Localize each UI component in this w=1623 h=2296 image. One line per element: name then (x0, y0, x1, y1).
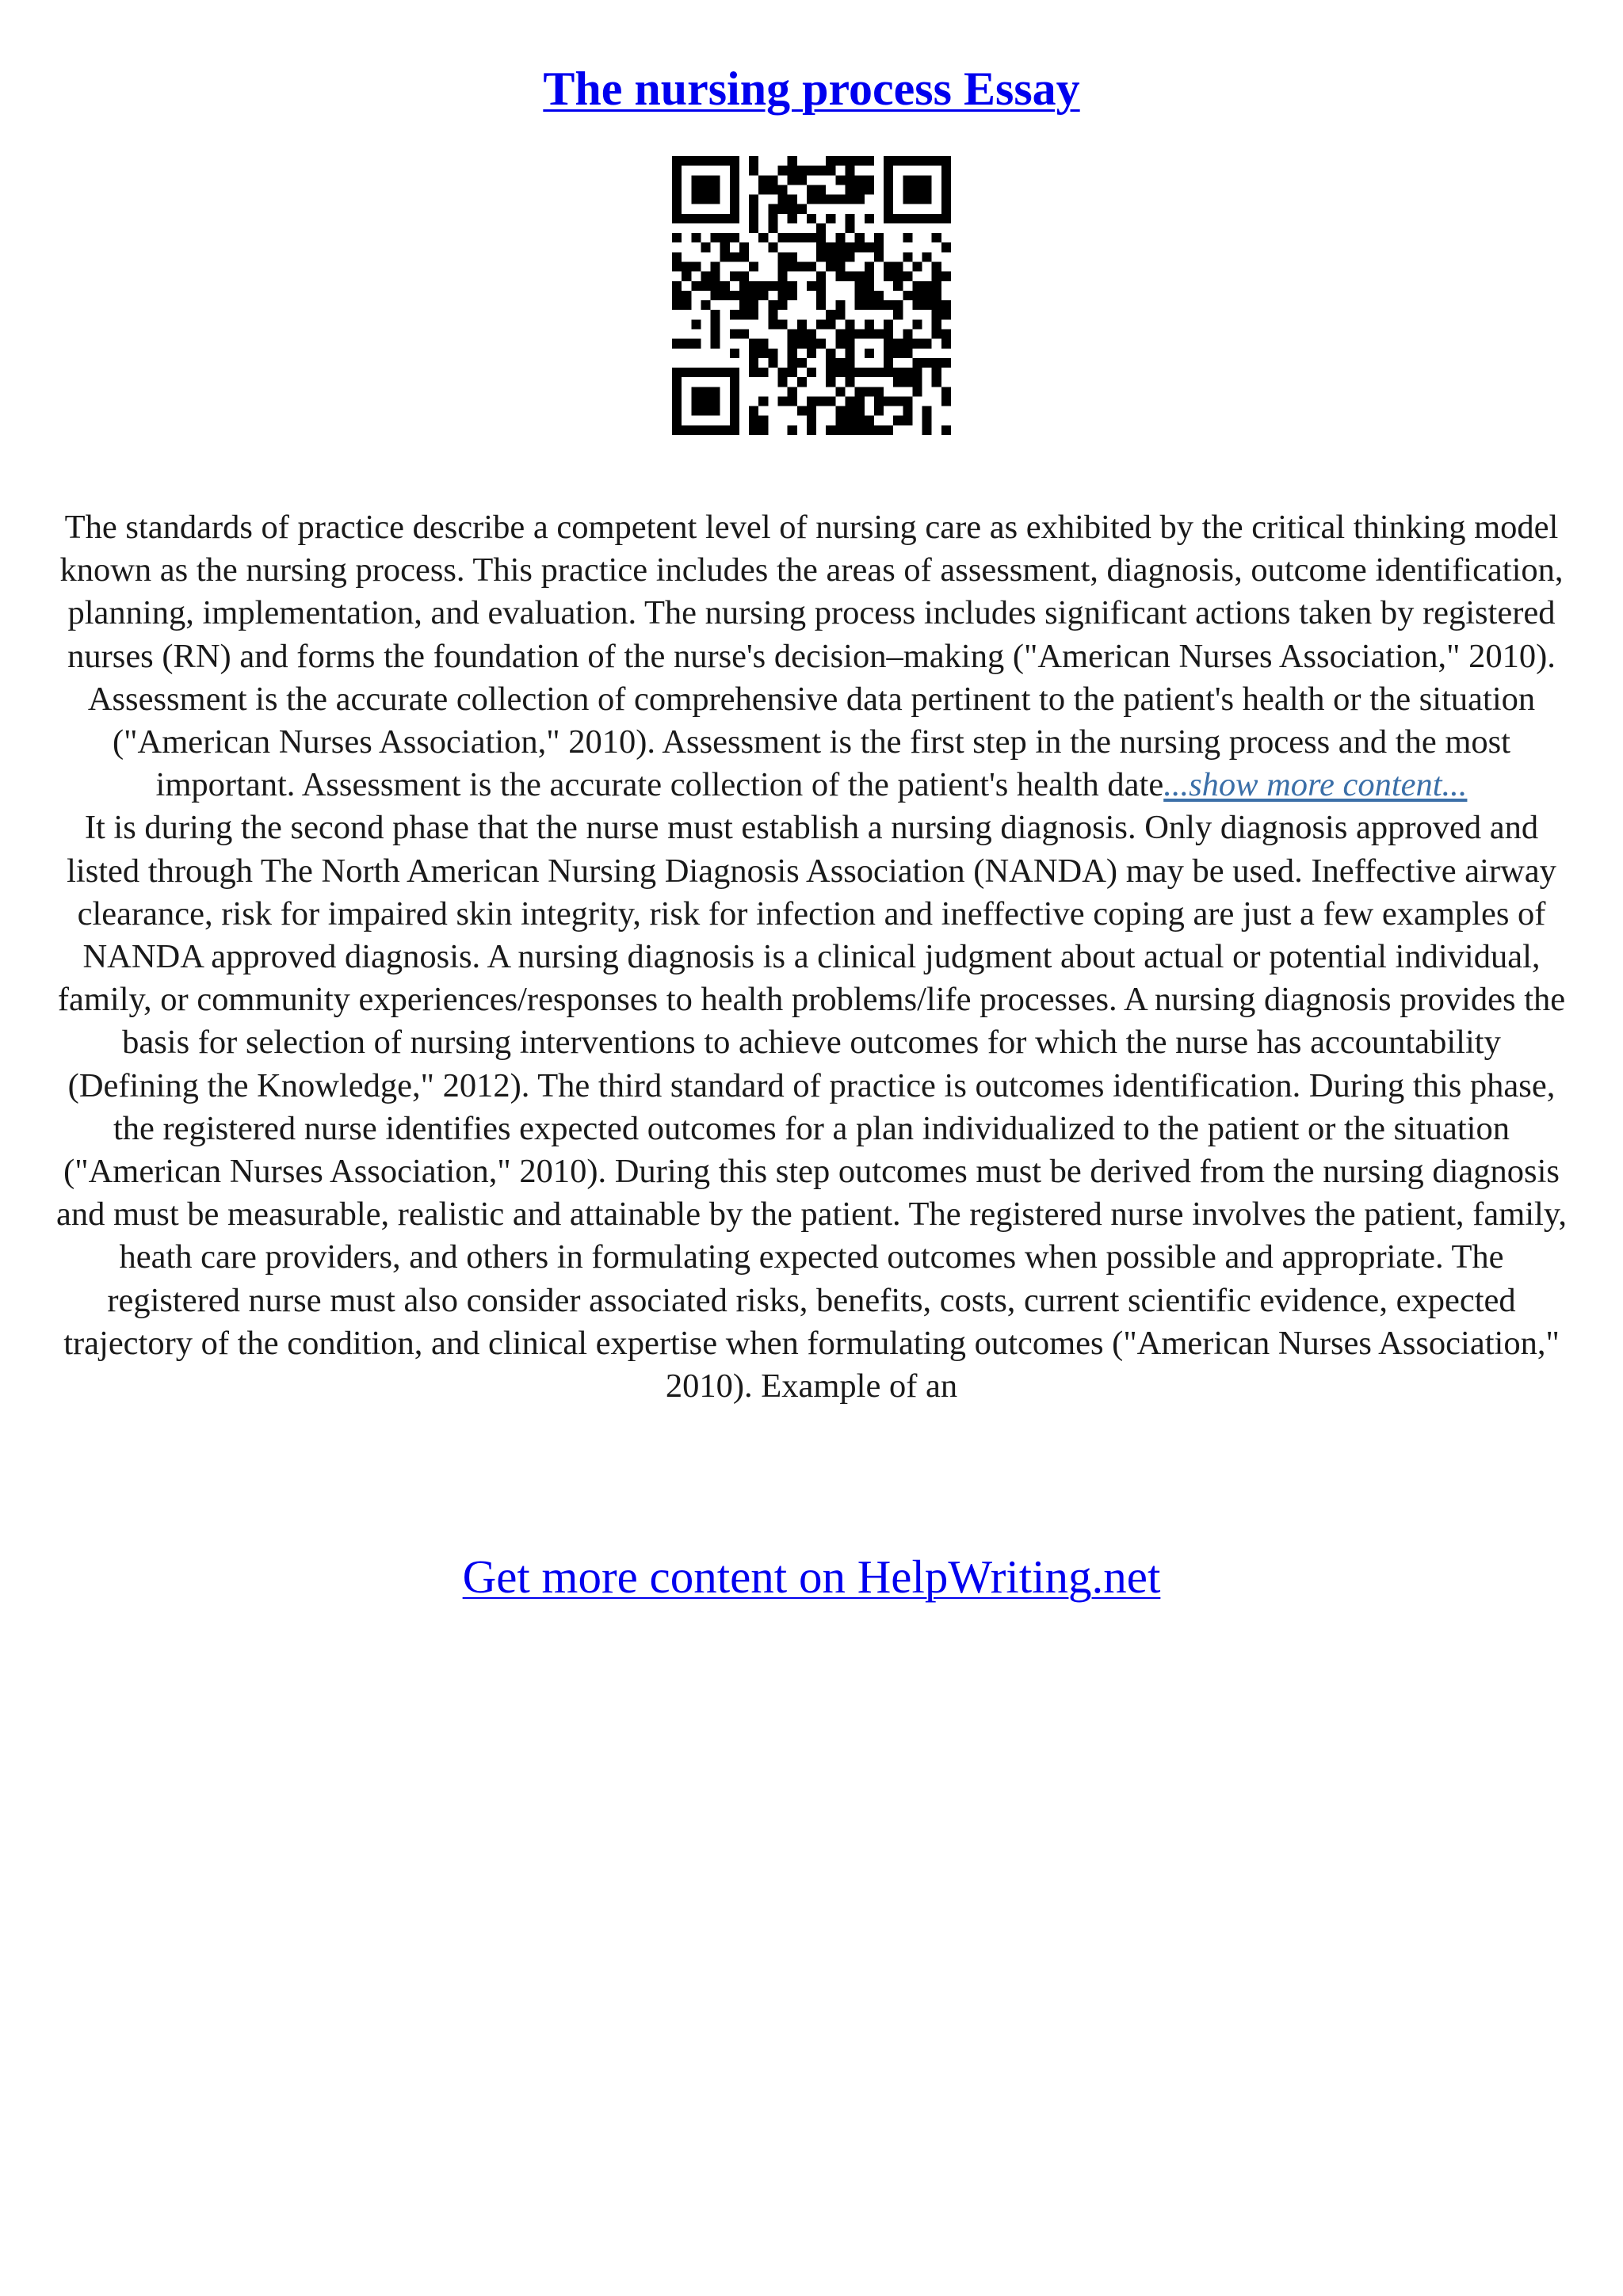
paragraph-1 (55, 506, 1568, 807)
footer (0, 1547, 1623, 1607)
get-more-content-link[interactable]: Get more content on HelpWriting.net (462, 1550, 1161, 1603)
qr-code-icon (672, 156, 951, 435)
title-link[interactable]: The nursing process Essay (543, 63, 1080, 115)
essay-excerpt (55, 506, 1568, 1408)
page-title (0, 57, 1623, 120)
show-more-link[interactable]: ...show more content... (1163, 766, 1468, 804)
paragraph-2: It is during the second phase that the nurse must establish a nursing diagnosis. Only diagnosis approved and listed through The North American Nursing Diagnosis Association (NANDA) may be used. Ineffective airway clearance, risk for impaired skin integrity, risk for infection and ineffective coping are just a few examples of NANDA approved diagnosis. A nursing diagnosis is a clinical judgment about actual or potential individual, family, or community experiences/responses to health problems/life processes. A nursing diagnosis provides the basis for selection of nursing interventions to achieve outcomes for which the nurse has accountability (Defining the Knowledge," 2012). The third standard of practice is outcomes identification. During this phase, the registered nurse identifies expected outcomes for a plan individualized to the patient or the situation ("American Nurses Association," 2010). During this step outcomes must be derived from the nursing diagnosis and must be measurable, realistic and attainable by the patient. The registered nurse involves the patient, family, heath care providers, and others in formulating expected outcomes when possible and appropriate. The registered nurse must also consider associated risks, benefits, costs, current scientific evidence, expected trajectory of the condition, and clinical expertise when formulating outcomes ("American Nurses Association," 2010). Example of an (56, 809, 1567, 1405)
paragraph-1-text: The standards of practice describe a competent level of nursing care as exhibited by the critical thinking model known as the nursing process. This practice includes the areas of assessment, diagnosis, outcome identification, planning, implementation, and evaluation. The nursing process includes significant actions taken by registered nurses (RN) and forms the foundation of the nurse's decision–making ("American Nurses Association," 2010). Assessment is the accurate collection of comprehensive data pertinent to the patient's health or the situation ("American Nurses Association," 2010). Assessment is the first step in the nursing process and the most important. Assessment is the accurate collection of the patient's health date (59, 509, 1564, 804)
